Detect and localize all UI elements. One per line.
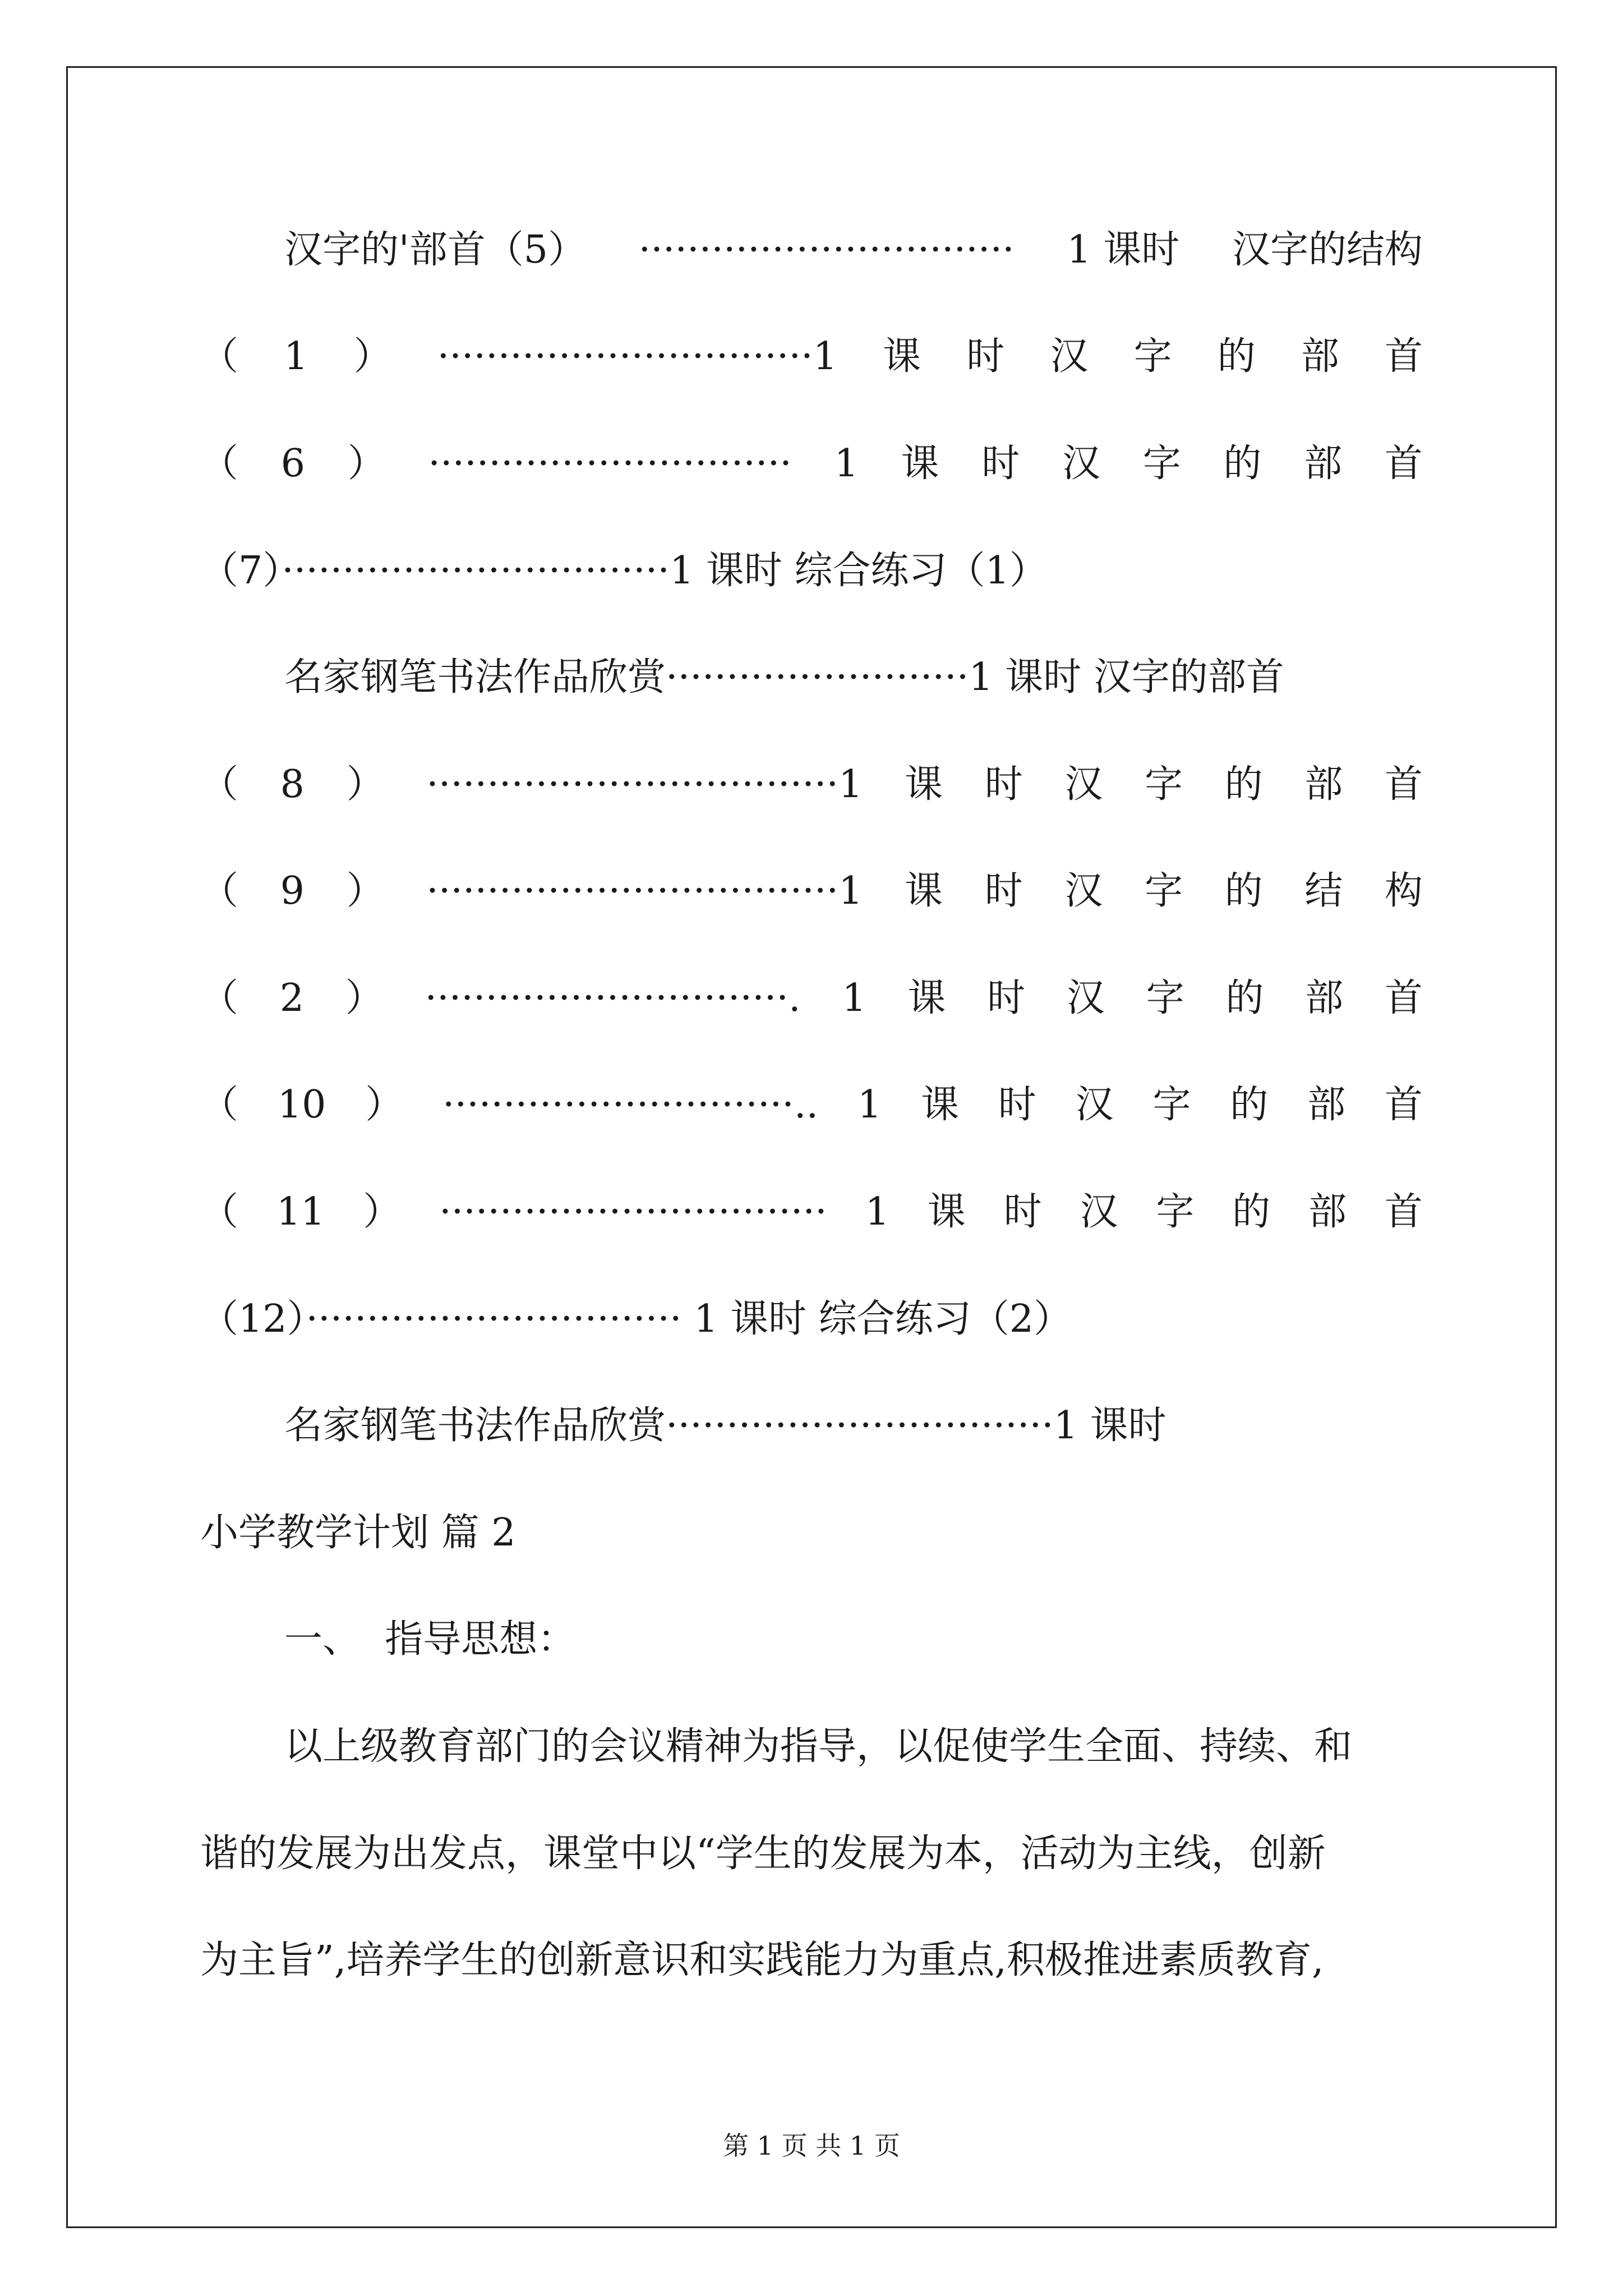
toc-line-8-seg: 字 bbox=[1146, 976, 1184, 1020]
toc-line-7-seg: 构 bbox=[1384, 869, 1423, 913]
toc-line-7-seg: 时 bbox=[984, 869, 1023, 913]
toc-line-1 bbox=[200, 217, 1423, 284]
toc-line-8-seg: ······························. bbox=[425, 976, 801, 1020]
toc-line-6-seg: 汉 bbox=[1064, 762, 1103, 807]
toc-line-10-seg: 11 bbox=[276, 1190, 325, 1234]
toc-line-7-seg: 汉 bbox=[1064, 869, 1103, 913]
toc-line-5-text: 名家钢笔书法作品欣赏·························1 课时 汉字的部首 bbox=[284, 655, 1284, 700]
toc-line-3-seg: （ bbox=[200, 441, 239, 486]
toc-line-9-seg: 时 bbox=[998, 1083, 1036, 1127]
toc-line-6-seg: 8 bbox=[280, 762, 305, 807]
paragraph-line-2 bbox=[200, 1820, 1423, 1888]
toc-line-7-seg: 字 bbox=[1145, 869, 1183, 913]
toc-line-1-seg-1: 汉字的'部首（5） bbox=[284, 228, 586, 272]
toc-line-10-seg: ································ bbox=[439, 1190, 827, 1234]
paragraph-line-1 bbox=[200, 1713, 1423, 1780]
toc-line-9 bbox=[200, 1071, 1423, 1139]
toc-line-3-seg: 汉 bbox=[1062, 441, 1100, 486]
paragraph-line-3 bbox=[200, 1927, 1423, 1994]
section-title bbox=[200, 1499, 1423, 1567]
toc-line-9-seg: （ bbox=[200, 1083, 239, 1127]
toc-line-6-seg: （ bbox=[200, 762, 239, 807]
toc-line-2-seg: （ bbox=[200, 334, 239, 379]
toc-line-2-seg: 课 bbox=[883, 334, 921, 379]
toc-line-11 bbox=[200, 1286, 1423, 1353]
toc-line-2 bbox=[200, 323, 1423, 390]
toc-line-7 bbox=[200, 858, 1423, 925]
toc-line-3 bbox=[200, 430, 1423, 498]
toc-line-3-seg: 1 bbox=[834, 441, 859, 486]
subheading-text: 一、 指导思想： bbox=[284, 1617, 576, 1662]
toc-line-8-seg: （ bbox=[200, 976, 239, 1020]
toc-line-4 bbox=[200, 537, 1423, 605]
toc-line-9-seg: 10 bbox=[277, 1083, 326, 1127]
toc-line-6-seg: 部 bbox=[1304, 762, 1343, 807]
toc-line-7-seg: 课 bbox=[905, 869, 943, 913]
toc-line-4-text: （7）································1 课时 综合练习（1） bbox=[200, 549, 1048, 593]
toc-line-7-seg: ） bbox=[346, 869, 385, 913]
toc-line-10-seg: 1 bbox=[865, 1190, 889, 1234]
toc-line-7-seg: 9 bbox=[280, 869, 305, 913]
toc-line-12 bbox=[200, 1392, 1423, 1460]
toc-line-2-seg: 汉 bbox=[1050, 334, 1089, 379]
toc-line-6-seg: 的 bbox=[1224, 762, 1263, 807]
toc-line-8-seg: ） bbox=[345, 976, 384, 1020]
paragraph-line-2-text: 谐的发展为出发点，课堂中以“学生的发展为本，活动为主线，创新 bbox=[200, 1832, 1326, 1876]
section-title-text: 小学教学计划 篇 2 bbox=[200, 1511, 516, 1555]
toc-line-10 bbox=[200, 1179, 1423, 1246]
toc-line-10-seg: 首 bbox=[1384, 1190, 1423, 1234]
toc-line-10-seg: 的 bbox=[1232, 1190, 1271, 1234]
toc-line-2-seg: 首 bbox=[1384, 334, 1423, 379]
subheading bbox=[200, 1606, 1423, 1673]
toc-line-3-seg: 时 bbox=[981, 441, 1020, 486]
toc-line-8-seg: 时 bbox=[987, 976, 1026, 1020]
toc-line-8-seg: 的 bbox=[1225, 976, 1264, 1020]
toc-line-11-text: （12）······························· 1 课时 综合练习（2） bbox=[200, 1297, 1072, 1341]
toc-line-8 bbox=[200, 965, 1423, 1032]
toc-line-9-seg: 课 bbox=[920, 1083, 959, 1127]
toc-line-6-seg: 首 bbox=[1384, 762, 1423, 807]
toc-line-6-seg: 时 bbox=[984, 762, 1023, 807]
toc-line-6 bbox=[200, 751, 1423, 818]
toc-line-9-seg: ） bbox=[365, 1083, 404, 1127]
page-footer: 第 1 页 共 1 页 bbox=[723, 2131, 900, 2161]
toc-line-2-seg: ） bbox=[353, 334, 392, 379]
toc-line-3-seg: 字 bbox=[1142, 441, 1181, 486]
toc-line-3-seg: ······························ bbox=[428, 441, 792, 486]
toc-line-2-seg: 的 bbox=[1217, 334, 1256, 379]
toc-line-10-seg: ） bbox=[363, 1190, 402, 1234]
toc-line-10-seg: 课 bbox=[927, 1190, 966, 1234]
toc-line-6-seg: 字 bbox=[1145, 762, 1183, 807]
toc-line-8-seg: 1 bbox=[842, 976, 866, 1020]
toc-line-10-seg: （ bbox=[200, 1190, 239, 1234]
toc-line-7-seg: 的 bbox=[1224, 869, 1263, 913]
toc-line-9-seg: 汉 bbox=[1075, 1083, 1114, 1127]
toc-line-8-seg: 课 bbox=[907, 976, 946, 1020]
toc-line-3-seg: 课 bbox=[901, 441, 939, 486]
toc-line-9-seg: 首 bbox=[1384, 1083, 1423, 1127]
toc-line-3-seg: 6 bbox=[280, 441, 305, 486]
toc-line-9-seg: 1 bbox=[857, 1083, 882, 1127]
toc-line-10-seg: 字 bbox=[1156, 1190, 1195, 1234]
toc-line-2-seg: ·······························1 bbox=[437, 334, 838, 379]
toc-line-2-seg: 1 bbox=[284, 334, 308, 379]
toc-line-2-seg: 部 bbox=[1301, 334, 1339, 379]
toc-line-8-seg: 汉 bbox=[1066, 976, 1105, 1020]
toc-line-8-seg: 部 bbox=[1305, 976, 1344, 1020]
toc-line-2-seg: 时 bbox=[966, 334, 1005, 379]
toc-line-10-seg: 部 bbox=[1308, 1190, 1347, 1234]
toc-line-5 bbox=[200, 644, 1423, 711]
toc-line-6-seg: 课 bbox=[905, 762, 943, 807]
toc-line-8-seg: 首 bbox=[1384, 976, 1423, 1020]
toc-line-6-seg: ） bbox=[346, 762, 385, 807]
toc-line-12-text: 名家钢笔书法作品欣赏································1 课时 bbox=[284, 1404, 1166, 1448]
paragraph-line-1-text: 以上级教育部门的会议精神为指导，以促使学生全面、持续、和 bbox=[284, 1724, 1353, 1769]
toc-line-2-seg: 字 bbox=[1133, 334, 1172, 379]
toc-line-1-seg-3: 1 课时 bbox=[1067, 228, 1180, 272]
toc-line-3-seg: 的 bbox=[1223, 441, 1262, 486]
toc-line-1-seg-4: 汉字的结构 bbox=[1232, 228, 1423, 272]
toc-line-9-seg: 部 bbox=[1307, 1083, 1346, 1127]
toc-line-9-seg: 的 bbox=[1230, 1083, 1269, 1127]
toc-line-6-seg: ··································1 bbox=[426, 762, 863, 807]
toc-line-9-seg: ·····························.. bbox=[442, 1083, 819, 1127]
toc-line-3-seg: ） bbox=[347, 441, 386, 486]
toc-line-10-seg: 汉 bbox=[1080, 1190, 1118, 1234]
toc-line-3-seg: 部 bbox=[1304, 441, 1343, 486]
toc-line-7-seg: 结 bbox=[1304, 869, 1343, 913]
toc-line-7-seg: ··································1 bbox=[426, 869, 863, 913]
toc-line-7-seg: （ bbox=[200, 869, 239, 913]
toc-line-9-seg: 字 bbox=[1152, 1083, 1191, 1127]
toc-line-8-seg: 2 bbox=[279, 976, 305, 1020]
toc-line-3-seg: 首 bbox=[1384, 441, 1423, 486]
page-border bbox=[66, 66, 1557, 2228]
toc-line-10-seg: 时 bbox=[1003, 1190, 1042, 1234]
toc-line-1-seg-2: ······························· bbox=[638, 228, 1015, 272]
paragraph-line-3-text: 为主旨”,培养学生的创新意识和实践能力为重点,积极推进素质教育, bbox=[200, 1938, 1324, 1982]
